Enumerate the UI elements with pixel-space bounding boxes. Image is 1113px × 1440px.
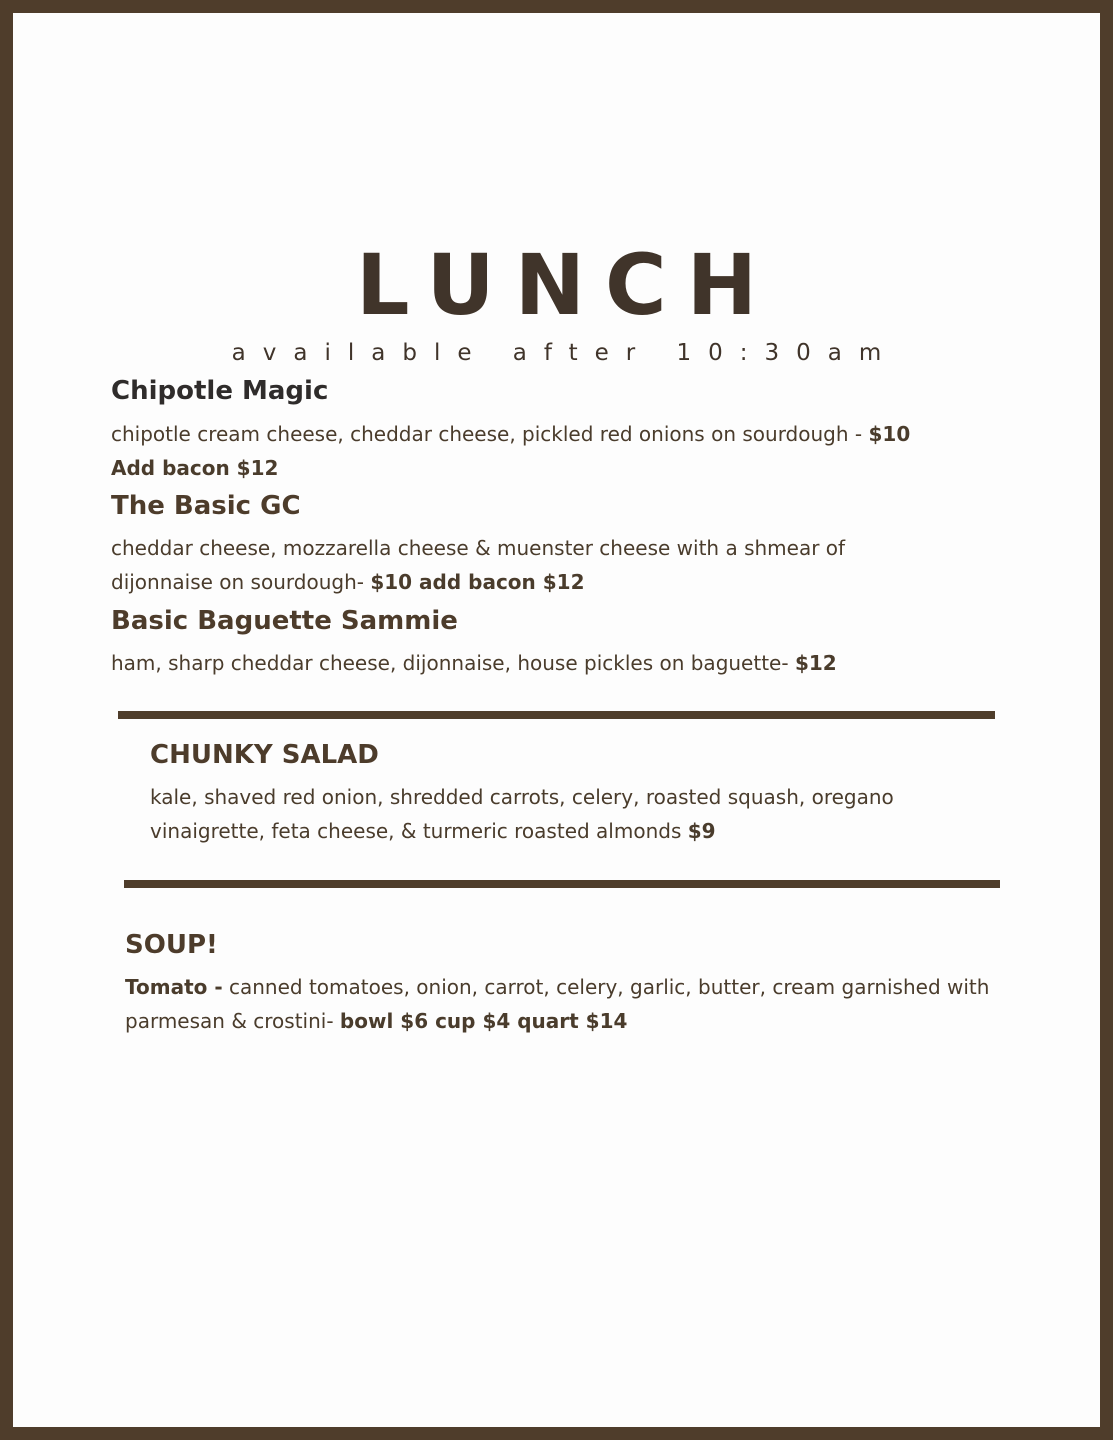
menu-title: LUNCH	[356, 236, 777, 334]
section-heading-soup: SOUP!	[125, 930, 218, 960]
item-price: $10 add bacon $12	[370, 570, 585, 594]
item-description-text: ham, sharp cheddar cheese, dijonnaise, house pickles on baguette-	[111, 651, 795, 675]
item-price: $10	[868, 422, 911, 446]
item-description-text: canned tomatoes, onion, carrot, celery, garlic, butter, cream garnished with parmesan & crostini-	[125, 975, 990, 1033]
item-description-chipotle-magic	[111, 417, 1011, 485]
item-description-chunky-salad	[150, 780, 980, 848]
menu-subtitle: available after 10:30am	[231, 340, 899, 366]
item-description-text: cheddar cheese, mozzarella cheese & muenster cheese with a shmear of dijonnaise on sourdough-	[111, 536, 846, 594]
item-name-chunky-salad: CHUNKY SALAD	[150, 740, 379, 770]
item-description-basic-gc	[111, 531, 931, 599]
item-name-basic-gc: The Basic GC	[111, 491, 301, 521]
item-extra-option: Add bacon $12	[111, 456, 279, 480]
item-description-text: chipotle cream cheese, cheddar cheese, pickled red onions on sourdough -	[111, 422, 869, 446]
item-description-text: kale, shaved red onion, shredded carrots, celery, roasted squash, oregano vinaigrette, feta cheese, & turmeric roasted almonds	[150, 785, 894, 843]
section-divider	[118, 711, 995, 719]
item-price: $12	[794, 651, 837, 675]
item-name-tomato: Tomato -	[125, 975, 223, 999]
item-description-basic-baguette-sammie	[111, 646, 1011, 680]
item-description-tomato-soup	[125, 970, 1000, 1038]
item-price: $9	[687, 819, 716, 843]
item-name-chipotle-magic: Chipotle Magic	[111, 376, 329, 406]
item-price: bowl $6 cup $4 quart $14	[339, 1009, 628, 1033]
section-divider	[124, 880, 1000, 888]
item-name-basic-baguette-sammie: Basic Baguette Sammie	[111, 606, 458, 636]
